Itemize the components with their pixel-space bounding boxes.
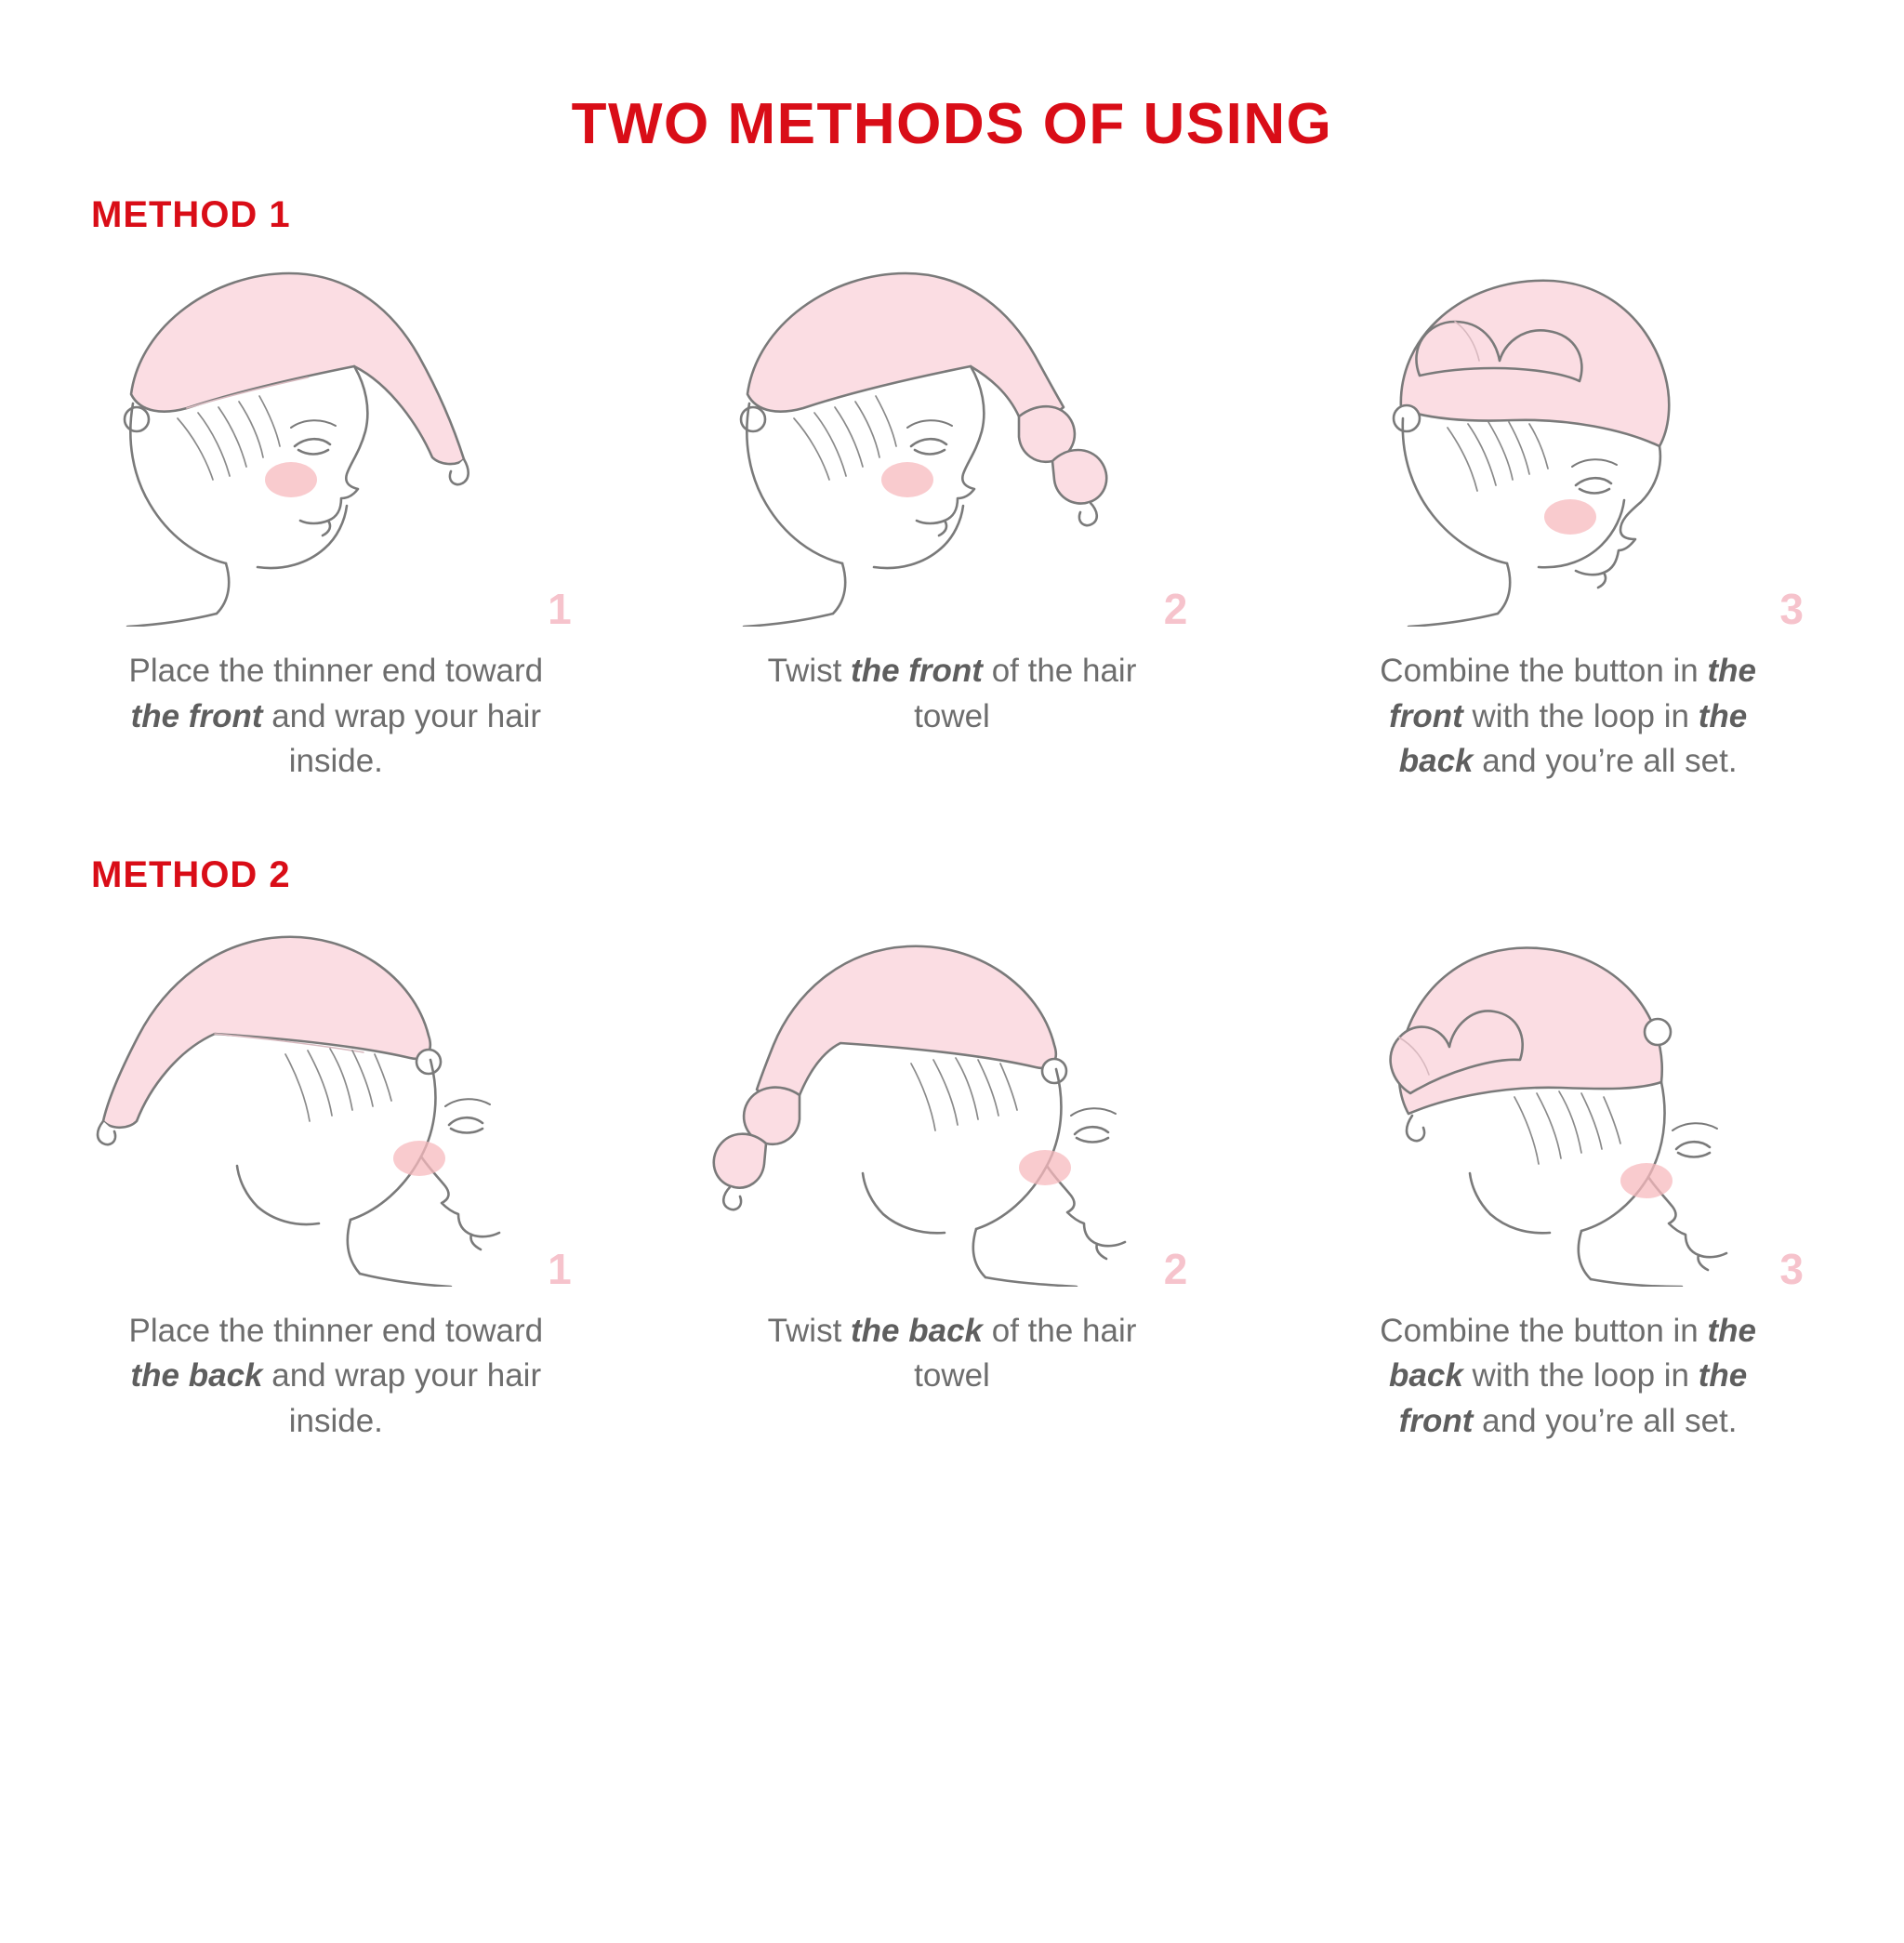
step-number: 1	[548, 1245, 572, 1294]
step-number: 3	[1779, 1245, 1804, 1294]
step-caption: Combine the button in the back with the loop in the front and you’re all set.	[1380, 1313, 1756, 1439]
figure-woman-towel-fastened-back	[1260, 896, 1876, 1296]
method-1-step-2	[644, 236, 1261, 784]
page-title: TWO METHODS OF USING	[571, 91, 1333, 156]
method-2-step-2	[644, 896, 1261, 1444]
step-caption: Place the thinner end toward the back and wrap your hair inside.	[128, 1313, 544, 1439]
figure-woman-towel-back-draped	[28, 896, 644, 1296]
method-2-step-3	[1260, 896, 1876, 1444]
method-2-step-1	[28, 896, 644, 1444]
step-caption: Combine the button in the front with the loop in the back and you’re all set.	[1380, 653, 1756, 779]
step-number: 3	[1779, 585, 1804, 634]
step-number: 2	[1163, 1245, 1188, 1294]
method-block-1	[0, 194, 1904, 784]
figure-woman-towel-back-twisted	[644, 896, 1261, 1296]
method-1-steps	[0, 236, 1904, 784]
method-1-step-3	[1260, 236, 1876, 784]
method-2-steps	[0, 896, 1904, 1444]
method-1-step-1	[28, 236, 644, 784]
figure-woman-towel-fastened-front	[1260, 236, 1876, 636]
step-number: 2	[1163, 585, 1188, 634]
instruction-page	[0, 39, 1904, 1943]
figure-woman-towel-front-draped	[28, 236, 644, 636]
step-number: 1	[548, 585, 572, 634]
step-caption: Place the thinner end toward the front and wrap your hair inside.	[128, 653, 544, 779]
step-caption: Twist the back of the hair towel	[767, 1313, 1137, 1394]
method-1-label: METHOD 1	[91, 194, 291, 236]
step-caption: Twist the front of the hair towel	[767, 653, 1137, 734]
method-2-label: METHOD 2	[91, 854, 291, 896]
figure-woman-towel-front-twisted	[644, 236, 1261, 636]
method-block-2	[0, 854, 1904, 1444]
